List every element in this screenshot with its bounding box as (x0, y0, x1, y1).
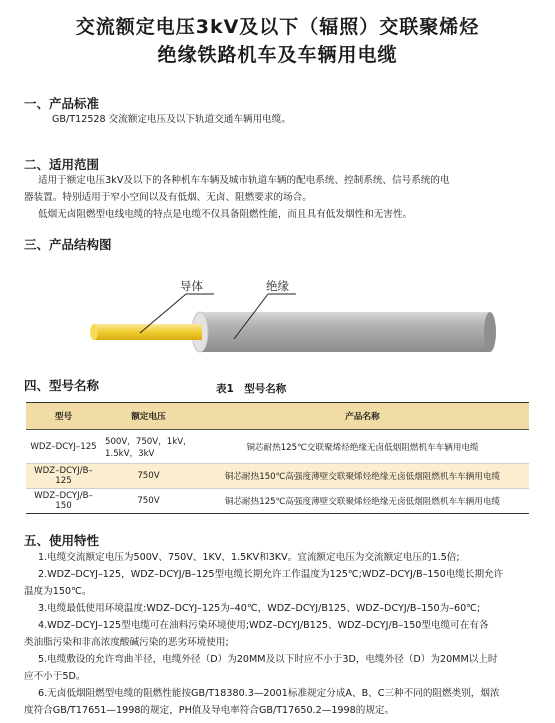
list-item-continuation: 度符合GB/T17651—1998的规定，PH值及导电率符合GB/T17650.2—1998的规定。 (24, 705, 395, 716)
cell-model: WDZ–DCYJ/B–125 (26, 464, 101, 489)
list-item: 3.电缆最低使用环境温度:WDZ–DCYJ–125为–40℃，WDZ–DCYJ/B125、WDZ–DCYJ/B–150为–60℃; (38, 603, 481, 614)
model-table (26, 402, 529, 514)
cell-voltage-line2: 1.5kV，3kV (105, 448, 155, 459)
scope-paragraph-1 (24, 172, 539, 223)
characteristics-list (24, 549, 539, 719)
table-caption: 表1 型号名称 (216, 383, 287, 395)
header-model: 型号 (26, 403, 101, 430)
cell-voltage (101, 430, 196, 464)
cell-product-name: 铜芯耐热125℃交联聚烯烃绝缘无卤低烟阻燃机车车辆用电缆 (196, 430, 529, 464)
cell-model: WDZ–DCYJ/B–150 (26, 489, 101, 514)
conductor-label: 导体 (180, 279, 203, 293)
table-header-row (26, 403, 529, 430)
page-title-line2: 绝缘铁路机车及车辆用电缆 (157, 44, 398, 66)
scope-paragraph-2: 低烟无卤阻燃型电线电缆的特点是电缆不仅具备阻燃性能，而且具有低发烟性和无害性。 (38, 209, 413, 220)
list-item: 2.WDZ–DCYJ–125，WDZ–DCYJ/B–125型电缆长期允许工作温度为125℃;WDZ–DCYJ/B–150电缆长期允许 (38, 569, 504, 580)
list-item-continuation: 应不小于5D。 (24, 671, 86, 682)
section-heading-structure: 三、产品结构图 (24, 237, 112, 252)
cell-product-name: 铜芯耐热125℃高强度薄壁交联聚烯烃绝缘无卤低烟阻燃机车车辆用电缆 (196, 489, 529, 514)
header-voltage: 额定电压 (101, 403, 196, 430)
table-row (26, 464, 529, 489)
section-heading-characteristics: 五、使用特性 (24, 533, 100, 548)
table-row (26, 489, 529, 514)
cable-structure-diagram (0, 260, 555, 385)
list-item: 5.电缆敷设的允许弯曲半径，电缆外径（D）为20MM及以下时应不小于3D，电缆外径（D）为20MM以上时 (38, 654, 498, 665)
cell-product-name: 铜芯耐热150℃高强度薄壁交联聚烯烃绝缘无卤低烟阻燃机车车辆用电缆 (196, 464, 529, 489)
scope-line-2: 器装置。特别适用于窄小空间以及有低烟、无卤、阻燃要求的场合。 (24, 192, 312, 203)
cell-model: WDZ–DCYJ–125 (26, 430, 101, 464)
list-item: 6.无卤低烟阻燃型电缆的阻燃性能按GB/T18380.3—2001标准规定分成A、B、C三种不同的阻燃类别，烟浓 (38, 688, 500, 699)
scope-line-1: 适用于额定电压3kV及以下的各种机车车辆及城市轨道车辆的配电系统、控制系统、信号系统的电 (38, 175, 450, 186)
list-item: 4.WDZ–DCYJ–125型电缆可在油料污染环境使用;WDZ–DCYJ/B125、WDZ–DCYJ/B–150型电缆可在有各 (38, 620, 489, 631)
insulation-label: 绝缘 (266, 279, 289, 293)
insulation-layer (192, 312, 496, 352)
list-item-continuation: 温度为150℃。 (24, 586, 92, 597)
conductor-core (90, 324, 202, 340)
standard-text: GB/T12528 交流额定电压及以下轨道交通车辆用电缆。 (52, 114, 291, 125)
section-heading-standard: 一、产品标准 (24, 96, 100, 111)
cell-voltage: 750V (101, 489, 196, 514)
section-heading-scope: 二、适用范围 (24, 157, 100, 172)
list-item-continuation: 类油脂污染和非高浓度酸碱污染的恶劣环境使用; (24, 637, 229, 648)
list-item: 1.电缆交流额定电压为500V、750V、1KV、1.5KV和3KV。宜流额定电压为交流额定电压的1.5倍; (38, 552, 460, 563)
cell-voltage-line1: 500V，750V，1kV， (105, 436, 192, 447)
cell-voltage: 750V (101, 464, 196, 489)
section-heading-models: 四、型号名称 (24, 378, 100, 393)
table-row (26, 430, 529, 464)
page-title-line1: 交流额定电压3kV及以下（辐照）交联聚烯烃 (75, 16, 480, 38)
header-product-name: 产品名称 (196, 403, 529, 430)
